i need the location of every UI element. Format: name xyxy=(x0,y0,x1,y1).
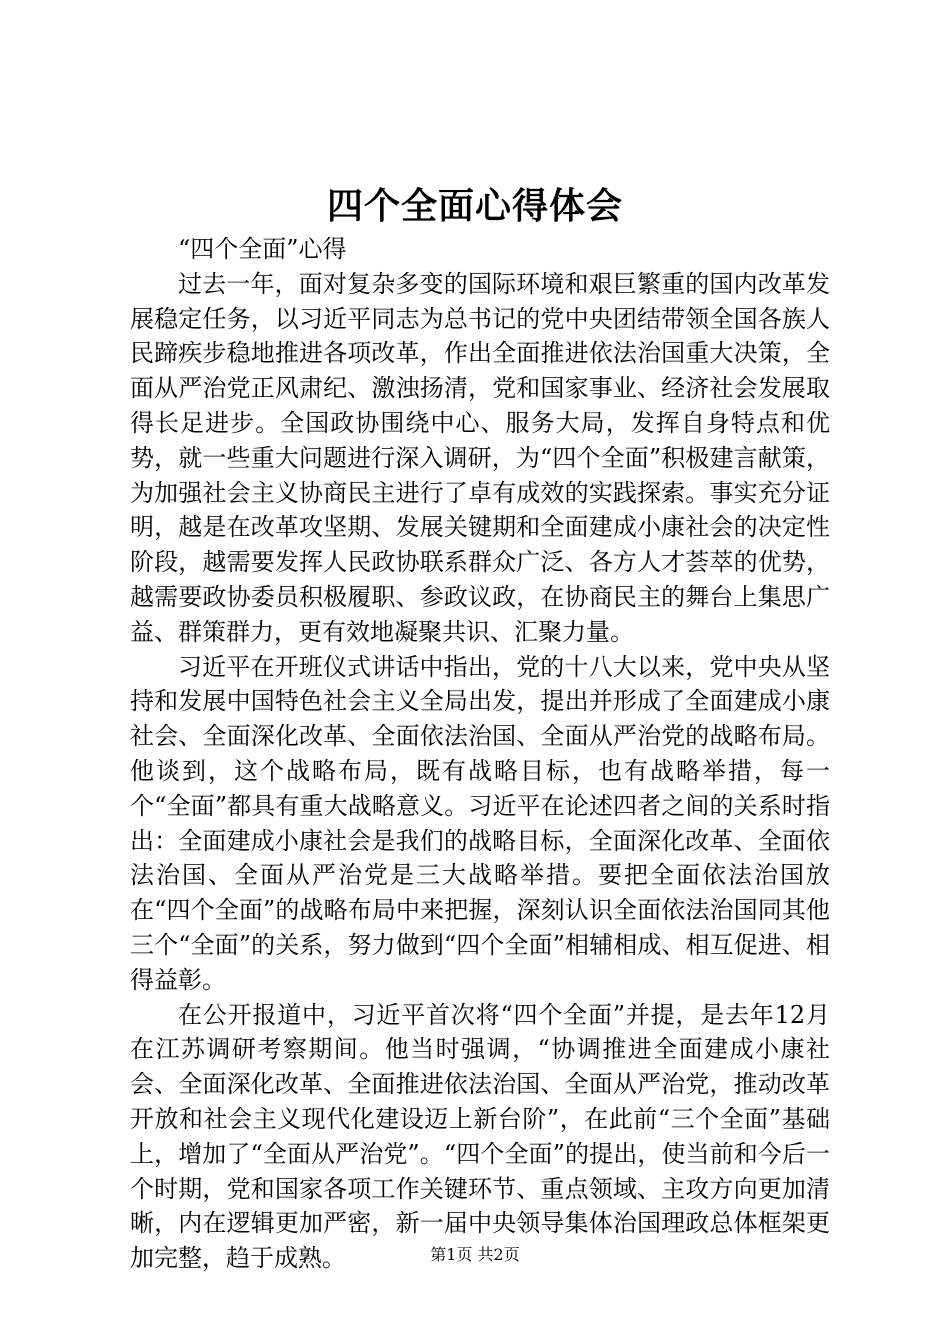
document-body xyxy=(130,232,830,1276)
paragraph-3: 在公开报道中，习近平首次将“四个全面”并提，是去年12月在江苏调研考察期间。他当时强调，“协调推进全面建成小康社会、全面深化改革、全面推进依法治国、全面从严治党，推动改革开放和社会主义现代化建设迈上新台阶”，在此前“三个全面”基础上，增加了“全面从严治党”。“四个全面”的提出，使当前和今后一个时期，党和国家各项工作关键环节、重点领域、主攻方向更加清晰，内在逻辑更加严密，新一届中央领导集体治国理政总体框架更加完整，趋于成熟。 xyxy=(130,1000,830,1273)
document-subtitle: “四个全面”心得 xyxy=(178,235,347,263)
paragraph-2: 习近平在开班仪式讲话中指出，党的十八大以来，党中央从坚持和发展中国特色社会主义全局出发，提出并形成了全面建成小康社会、全面深化改革、全面依法治国、全面从严治党的战略布局。他谈到，这个战略布局，既有战略目标，也有战略举措，每一个“全面”都具有重大战略意义。习近平在论述四者之间的关系时指出：全面建成小康社会是我们的战略目标，全面深化改革、全面依法治国、全面从严治党是三大战略举措。要把全面依法治国放在“四个全面”的战略布局中来把握，深刻认识全面依法治国同其他三个“全面”的关系，努力做到“四个全面”相辅相成、相互促进、相得益彰。 xyxy=(130,652,830,994)
paragraph-1: 过去一年，面对复杂多变的国际环境和艰巨繁重的国内改革发展稳定任务，以习近平同志为总书记的党中央团结带领全国各族人民蹄疾步稳地推进各项改革，作出全面推进依法治国重大决策，全面从严治党正风肃纪、激浊扬清，党和国家事业、经济社会发展取得长足进步。全国政协围绕中心、服务大局，发挥自身特点和优势，就一些重大问题进行深入调研，为“四个全面”积极建言献策，为加强社会主义协商民主进行了卓有成效的实践探索。事实充分证明，越是在改革攻坚期、发展关键期和全面建成小康社会的决定性阶段，越需要发挥人民政协联系群众广泛、各方人才荟萃的优势，越需要政协委员积极履职、参政议政，在协商民主的舞台上集思广益、群策群力，更有效地凝聚共识、汇聚力量。 xyxy=(130,269,830,646)
page-title: 四个全面心得体会 xyxy=(326,185,623,227)
page-footer: 第1页 共2页 xyxy=(430,1245,520,1264)
